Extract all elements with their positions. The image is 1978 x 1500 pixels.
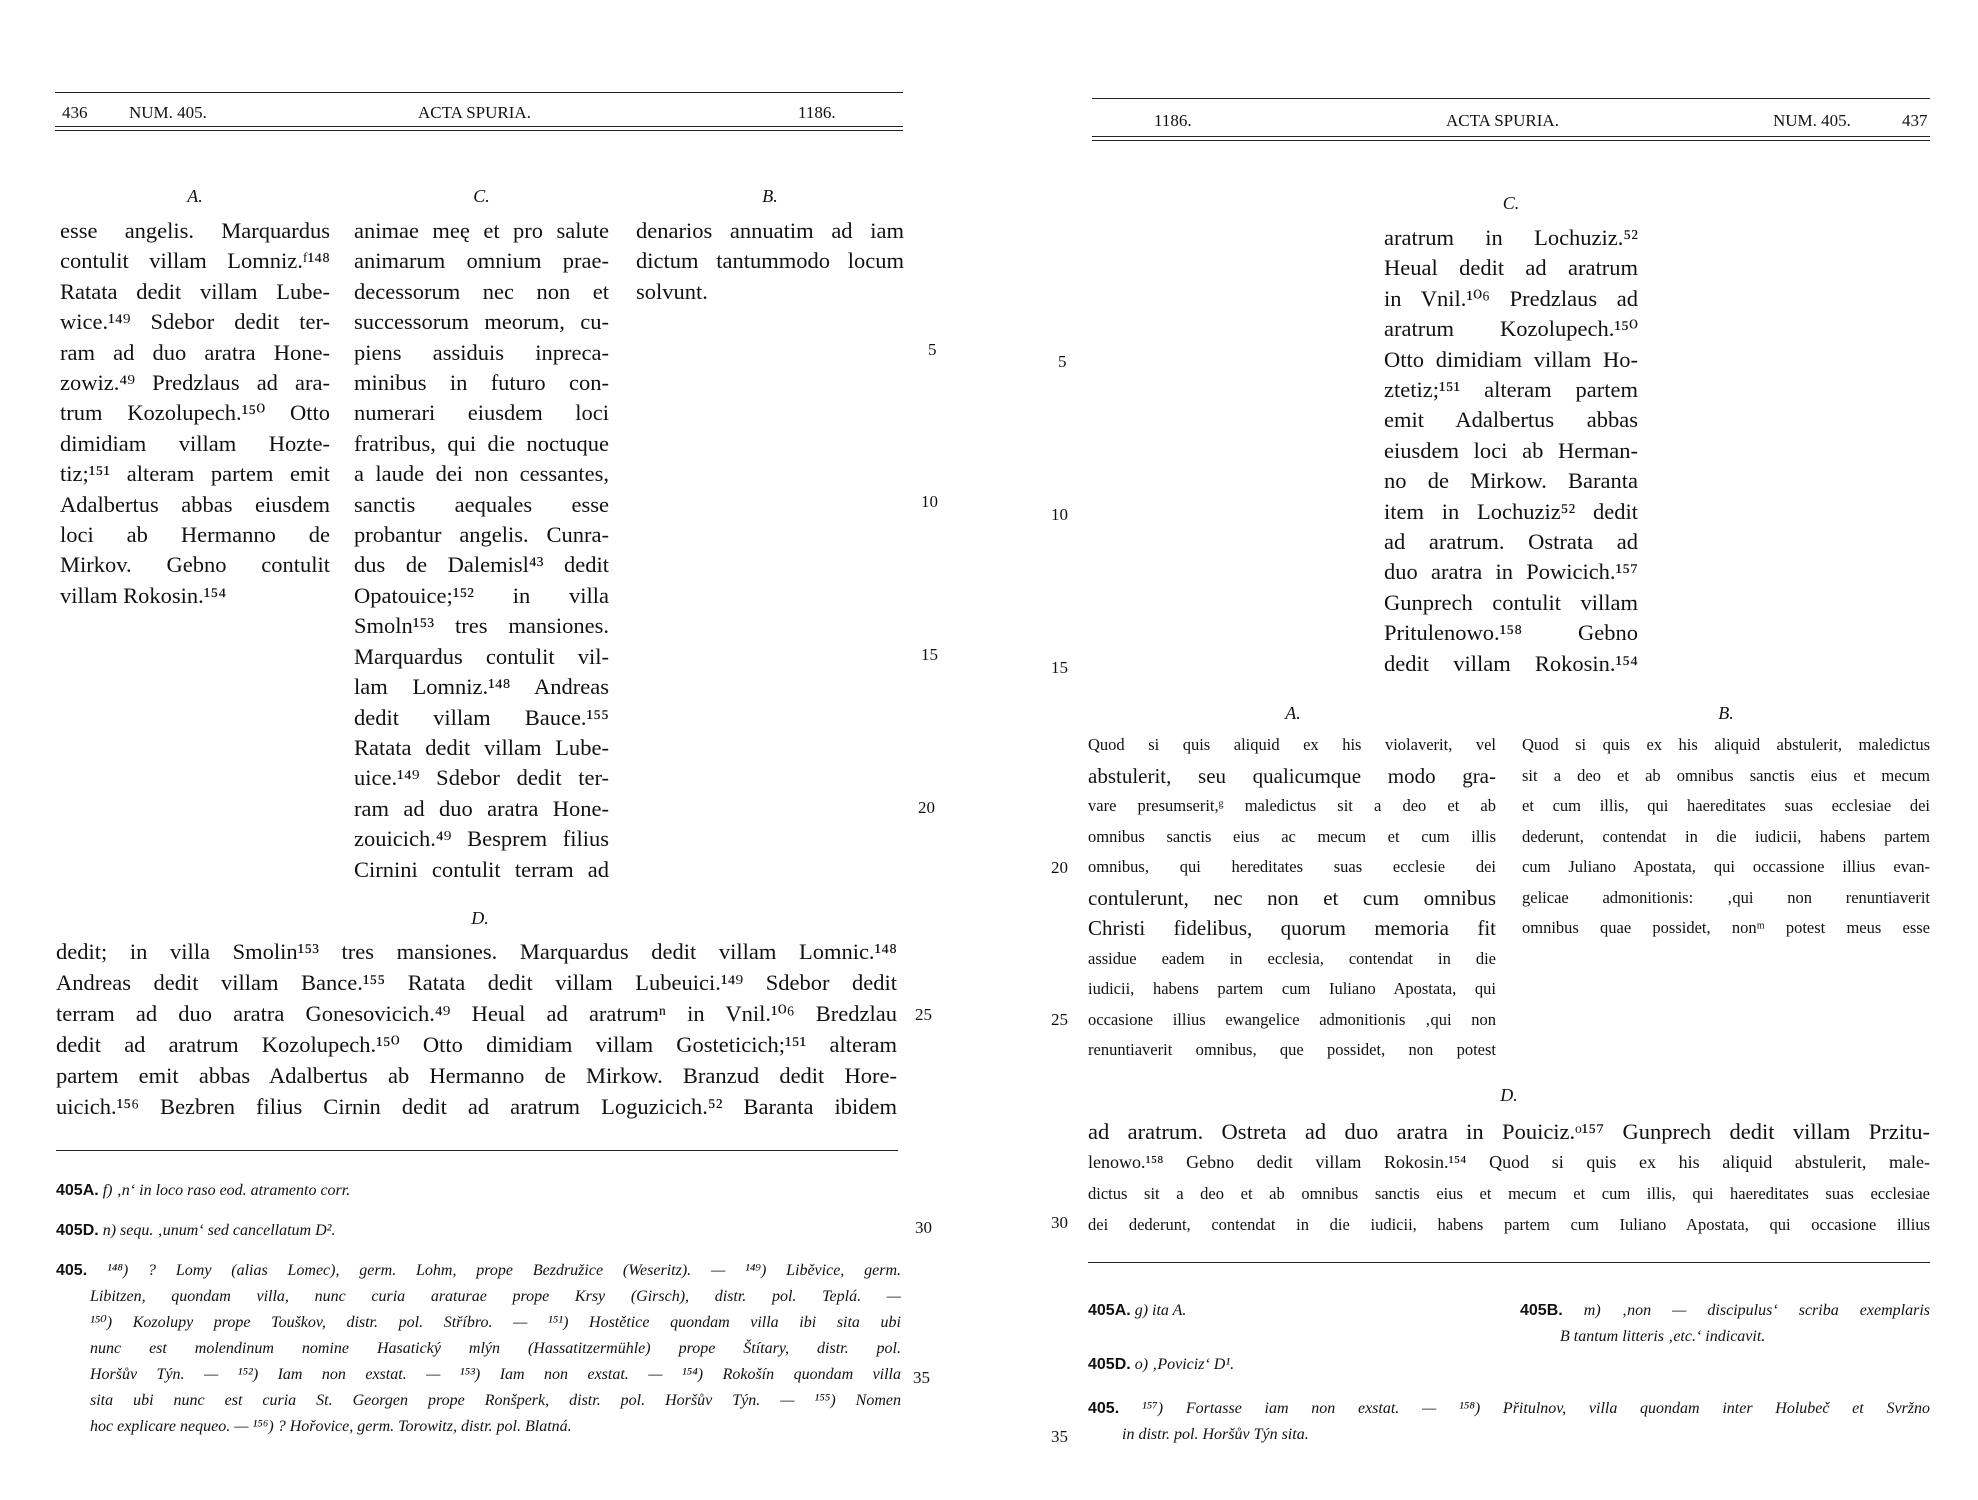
col-a-label: A. <box>1285 703 1301 723</box>
col-c-line: aratrum in Lochuziz.⁵² <box>1384 225 1638 250</box>
col-d-line: lenowo.¹⁵⁸ Gebno dedit villam Rokosin.¹⁵⁴ Quod si quis ex his aliquid abstulerit, male- <box>1088 1152 1930 1172</box>
col-b-line: solvunt. <box>636 278 708 304</box>
footnote-label: 405A. <box>1088 1302 1131 1319</box>
col-d-line: terram ad duo aratra Gonesovicich.⁴⁹ Heual ad aratrumⁿ in Vnil.¹⁰⁶ Bredzlau <box>56 1001 897 1026</box>
col-d-line: dedit; in villa Smolin¹⁵³ tres mansiones. Marquardus dedit villam Lomnic.¹⁴⁸ <box>56 939 897 964</box>
col-a-line: Adalbertus abbas eiusdem <box>60 491 330 517</box>
col-a-label: A. <box>187 186 203 206</box>
footnote-405b <box>1520 1298 1930 1350</box>
col-d-label: D. <box>471 908 489 928</box>
footnote-405a <box>1088 1298 1488 1324</box>
footnote-line: ¹⁵⁷) Fortasse iam non exstat. — ¹⁵⁸) Přitulnov, villa quondam inter Holubeč et Svržno <box>1141 1400 1931 1417</box>
col-a-line: esse angelis. Marquardus <box>60 218 330 243</box>
col-c-line: dus de Dalemisl⁴³ dedit <box>354 552 609 578</box>
col-c-line: fratribus, qui die noctuque <box>354 430 609 456</box>
line-number: 20 <box>918 798 935 817</box>
footnote-label: 405. <box>56 1262 88 1279</box>
page-number: 436 <box>62 103 88 122</box>
header-rule-bottom <box>55 126 903 127</box>
line-number: 15 <box>921 645 938 664</box>
col-c-line: Gunprech contulit villam <box>1384 589 1638 615</box>
footnote-line: sita ubi nunc est curia St. Georgen prope Ronšperk, distr. pol. Horšův Týn. — ¹⁵⁵) Nomen <box>90 1392 901 1409</box>
col-a-text <box>1088 730 1496 1066</box>
col-b-line: cum Juliano Apostata, qui occassione illius evan- <box>1522 857 1930 876</box>
footnote-text: m) ‚non — discipulus‘ scriba exemplaris <box>1583 1302 1931 1319</box>
col-b-line: sit a deo et ab omnibus sanctis eius et mecum <box>1522 765 1930 785</box>
header-title: ACTA SPURIA. <box>1446 111 1559 130</box>
col-a-line: vare presumserit,ᵍ maledictus sit a deo et ab <box>1088 796 1496 815</box>
col-b-label: B. <box>1718 703 1734 723</box>
footnote-label: 405. <box>1088 1400 1120 1417</box>
col-d-line: partem emit abbas Adalbertus ab Hermanno de Mirkow. Branzud dedit Hore- <box>56 1063 897 1088</box>
footnote-rule <box>56 1150 898 1151</box>
col-c-line: piens assiduis inpreca- <box>354 339 609 365</box>
header-rule-bottom-2 <box>55 130 903 131</box>
col-c-text <box>354 216 609 885</box>
col-a-line: zowiz.⁴⁹ Predzlaus ad ara- <box>60 370 330 396</box>
line-number: 25 <box>1051 1010 1068 1029</box>
line-number: 30 <box>1051 1213 1068 1232</box>
col-b-line: denarios annuatim ad iam <box>636 218 904 243</box>
header-rule-bottom-2 <box>1092 140 1930 141</box>
col-d-text <box>56 936 897 1122</box>
col-c-line: Opatouice;¹⁵² in villa <box>354 582 609 608</box>
footnote-text: o) ‚Poviciz‘ D¹. <box>1134 1356 1235 1373</box>
footnote-line: in distr. pol. Horšův Týn sita. <box>1122 1426 1309 1443</box>
col-b-line: et cum illis, qui haereditates suas ecclesiae dei <box>1522 796 1930 815</box>
col-a-line: iudicii, habens partem cum Iuliano Apostata, qui <box>1088 979 1496 998</box>
col-c-line: emit Adalbertus abbas <box>1384 407 1638 433</box>
col-c-label: C. <box>473 186 490 206</box>
col-a-line: abstulerit, seu qualicumque modo gra- <box>1088 763 1496 788</box>
col-a-line: ram ad duo aratra Hone- <box>60 339 330 365</box>
col-c-line: Cirnini contulit terram ad <box>354 856 609 882</box>
col-c-line: Heual dedit ad aratrum <box>1384 255 1638 281</box>
footnote-label: 405B. <box>1520 1302 1563 1319</box>
col-d-text <box>1088 1116 1930 1240</box>
col-a-line: assidue eadem in ecclesia, contendat in die <box>1088 948 1496 968</box>
col-c-line: a laude dei non cessantes, <box>354 461 609 487</box>
col-c-line: animae meę et pro salute <box>354 218 609 243</box>
col-c-line: decessorum nec non et <box>354 278 609 304</box>
col-b-line: gelicae admonitionis: ‚qui non renuntiaverit <box>1522 887 1930 907</box>
header-rule-top <box>1092 98 1930 99</box>
col-c-line: Otto dimidiam villam Ho- <box>1384 346 1638 372</box>
col-c-line: dedit villam Rokosin.¹⁵⁴ <box>1384 650 1638 676</box>
page-number: 437 <box>1902 111 1928 130</box>
col-a-line: trum Kozolupech.¹⁵⁰ Otto <box>60 400 330 426</box>
footnote-405a <box>56 1178 901 1204</box>
footnote-label: 405D. <box>1088 1356 1131 1373</box>
col-a-line: renuntiaverit omnibus, que possidet, non potest <box>1088 1040 1496 1059</box>
col-d-line: Andreas dedit villam Bance.¹⁵⁵ Ratata dedit villam Lubeuici.¹⁴⁹ Sdebor dedit <box>56 970 897 995</box>
col-c-line: sanctis aequales esse <box>354 491 609 517</box>
col-a-line: wice.¹⁴⁹ Sdebor dedit ter- <box>60 309 330 335</box>
footnote-405 <box>1088 1396 1930 1448</box>
col-b-text <box>636 216 904 307</box>
col-b-line: dictum tantummodo locum <box>636 248 904 274</box>
col-c-line: Marquardus contulit vil- <box>354 643 609 669</box>
col-c-line: uice.¹⁴⁹ Sdebor dedit ter- <box>354 765 609 791</box>
line-number: 35 <box>1051 1427 1068 1446</box>
line-number: 5 <box>928 340 937 359</box>
col-b-line: Quod si quis ex his aliquid abstulerit, maledictus <box>1522 735 1930 754</box>
col-a-line: omnibus, qui hereditates suas ecclesie dei <box>1088 857 1496 876</box>
line-number: 10 <box>921 492 938 511</box>
col-c-line: in Vnil.¹⁰⁶ Predzlaus ad <box>1384 285 1638 311</box>
col-b-line: dederunt, contendat in die iudicii, habens partem <box>1522 826 1930 846</box>
footnote-405d <box>56 1218 901 1244</box>
col-c-label: C. <box>1502 193 1520 213</box>
col-c-line: ad aratrum. Ostrata ad <box>1384 529 1638 555</box>
col-a-line: dimidiam villam Hozte- <box>60 430 330 456</box>
col-d-line: dictus sit a deo et ab omnibus sanctis eius et mecum et cum illis, qui haereditates suas ecclesiae <box>1088 1184 1930 1203</box>
col-c-line: ram ad duo aratra Hone- <box>354 795 609 821</box>
footnote-text: f) ‚n‘ in loco raso eod. atramento corr. <box>102 1182 351 1199</box>
header-rule-bottom <box>1092 136 1930 137</box>
col-c-line: successorum meorum, cu- <box>354 309 609 335</box>
col-d-line: uicich.¹⁵⁶ Bezbren filius Cirnin dedit ad aratrum Loguzicich.⁵² Baranta ibidem <box>56 1094 897 1119</box>
header-year: 1186. <box>1154 111 1192 130</box>
col-c-line: no de Mirkow. Baranta <box>1384 468 1638 494</box>
col-a-line: omnibus sanctis eius ac mecum et cum illis <box>1088 826 1496 846</box>
col-a-line: Ratata dedit villam Lube- <box>60 278 330 304</box>
header-rule-top <box>55 92 903 93</box>
col-c-line: numerari eiusdem loci <box>354 400 609 426</box>
col-a-line: contulit villam Lomniz.ᶠ¹⁴⁸ <box>60 248 330 274</box>
col-a-line: Christi fidelibus, quorum memoria fit <box>1088 916 1496 940</box>
col-a-line: occasione illius ewangelice admonitionis ‚qui non <box>1088 1009 1496 1029</box>
col-c-line: eiusdem loci ab Herman- <box>1384 437 1638 463</box>
col-a-line: loci ab Hermanno de <box>60 522 330 548</box>
footnote-text: n) sequ. ‚unum‘ sed cancellatum D². <box>102 1222 336 1239</box>
col-c-line: Pritulenowo.¹⁵⁸ Gebno <box>1384 620 1638 646</box>
footnote-line: ¹⁴⁸) ? Lomy (alias Lomec), germ. Lohm, prope Bezdružice (Weseritz). — ¹⁴⁹) Liběvice, germ. <box>106 1262 901 1279</box>
line-number: 5 <box>1058 352 1067 371</box>
col-a-line: tiz;¹⁵¹ alteram partem emit <box>60 461 330 487</box>
col-d-line: ad aratrum. Ostreta ad duo aratra in Pouiciz.ᵒ¹⁵⁷ Gunprech dedit villam Przitu- <box>1088 1119 1930 1144</box>
col-d-line: dedit ad aratrum Kozolupech.¹⁵⁰ Otto dimidiam villam Gosteticich;¹⁵¹ alteram <box>56 1032 897 1057</box>
line-number: 10 <box>1051 505 1068 524</box>
footnote-line: hoc explicare nequeo. — ¹⁵⁶) ? Hořovice, germ. Torowitz, distr. pol. Blatná. <box>90 1418 572 1435</box>
col-a-line: contulerunt, nec non et cum omnibus <box>1088 885 1496 910</box>
line-number: 25 <box>915 1005 932 1024</box>
col-c-line: lam Lomniz.¹⁴⁸ Andreas <box>354 674 609 700</box>
footnote-405 <box>56 1258 901 1440</box>
col-c-line: Ratata dedit villam Lube- <box>354 734 609 760</box>
col-c-line: duo aratra in Powicich.¹⁵⁷ <box>1384 559 1638 585</box>
header-title: ACTA SPURIA. <box>418 103 531 122</box>
col-a-line: Mirkov. Gebno contulit <box>60 552 330 578</box>
col-c-line: probantur angelis. Cunra- <box>354 522 609 548</box>
col-a-line: Quod si quis aliquid ex his violaverit, vel <box>1088 735 1496 754</box>
col-b-label: B. <box>762 186 778 206</box>
header-num: NUM. 405. <box>129 103 207 122</box>
footnote-line: Libitzen, quondam villa, nunc curia araturae prope Krsy (Girsch), distr. pol. Teplá. — <box>90 1288 901 1305</box>
footnote-405d <box>1088 1352 1488 1378</box>
footnote-text-2: B tantum litteris ‚etc.‘ indicavit. <box>1560 1328 1766 1345</box>
col-b-text <box>1522 730 1930 944</box>
line-number: 15 <box>1051 658 1068 677</box>
header-year: 1186. <box>798 103 836 122</box>
line-number: 20 <box>1051 858 1068 877</box>
col-b-line: omnibus quae possidet, nonᵐ potest meus esse <box>1522 918 1930 937</box>
header-num: NUM. 405. <box>1773 111 1851 130</box>
col-c-line: item in Lochuziz⁵² dedit <box>1384 498 1638 524</box>
footnote-line: Horšův Týn. — ¹⁵²) Iam non exstat. — ¹⁵³) Iam non exstat. — ¹⁵⁴) Rokošín quondam villa <box>90 1366 901 1383</box>
col-c-line: aratrum Kozolupech.¹⁵⁰ <box>1384 316 1638 342</box>
footnote-text: g) ita A. <box>1134 1302 1187 1319</box>
col-a-line: villam Rokosin.¹⁵⁴ <box>60 582 227 608</box>
footnote-label: 405A. <box>56 1182 99 1199</box>
col-c-text <box>1384 223 1638 679</box>
col-a-text <box>60 216 330 611</box>
footnote-label: 405D. <box>56 1222 99 1239</box>
footnote-line: ¹⁵⁰) Kozolupy prope Touškov, distr. pol. Stříbro. — ¹⁵¹) Hostětice quondam villa ibi sita ubi <box>90 1314 901 1331</box>
col-c-line: dedit villam Bauce.¹⁵⁵ <box>354 704 609 730</box>
col-c-line: Smoln¹⁵³ tres mansiones. <box>354 613 609 639</box>
col-c-line: minibus in futuro con- <box>354 370 609 396</box>
col-d-label: D. <box>1500 1085 1518 1105</box>
col-c-line: animarum omnium prae- <box>354 248 609 274</box>
col-c-line: ztetiz;¹⁵¹ alteram partem <box>1384 377 1638 403</box>
col-d-line: dei dederunt, contendat in die iudicii, habens partem cum Iuliano Apostata, qui occasione illius <box>1088 1215 1930 1234</box>
line-number: 35 <box>913 1368 930 1387</box>
line-number: 30 <box>915 1218 932 1237</box>
footnote-line: nunc est molendinum nomine Hasatický mlýn (Hassatitzermühle) prope Štítary, distr. pol. <box>90 1340 901 1357</box>
footnote-rule <box>1088 1262 1930 1263</box>
col-c-line: zouicich.⁴⁹ Besprem filius <box>354 826 609 852</box>
